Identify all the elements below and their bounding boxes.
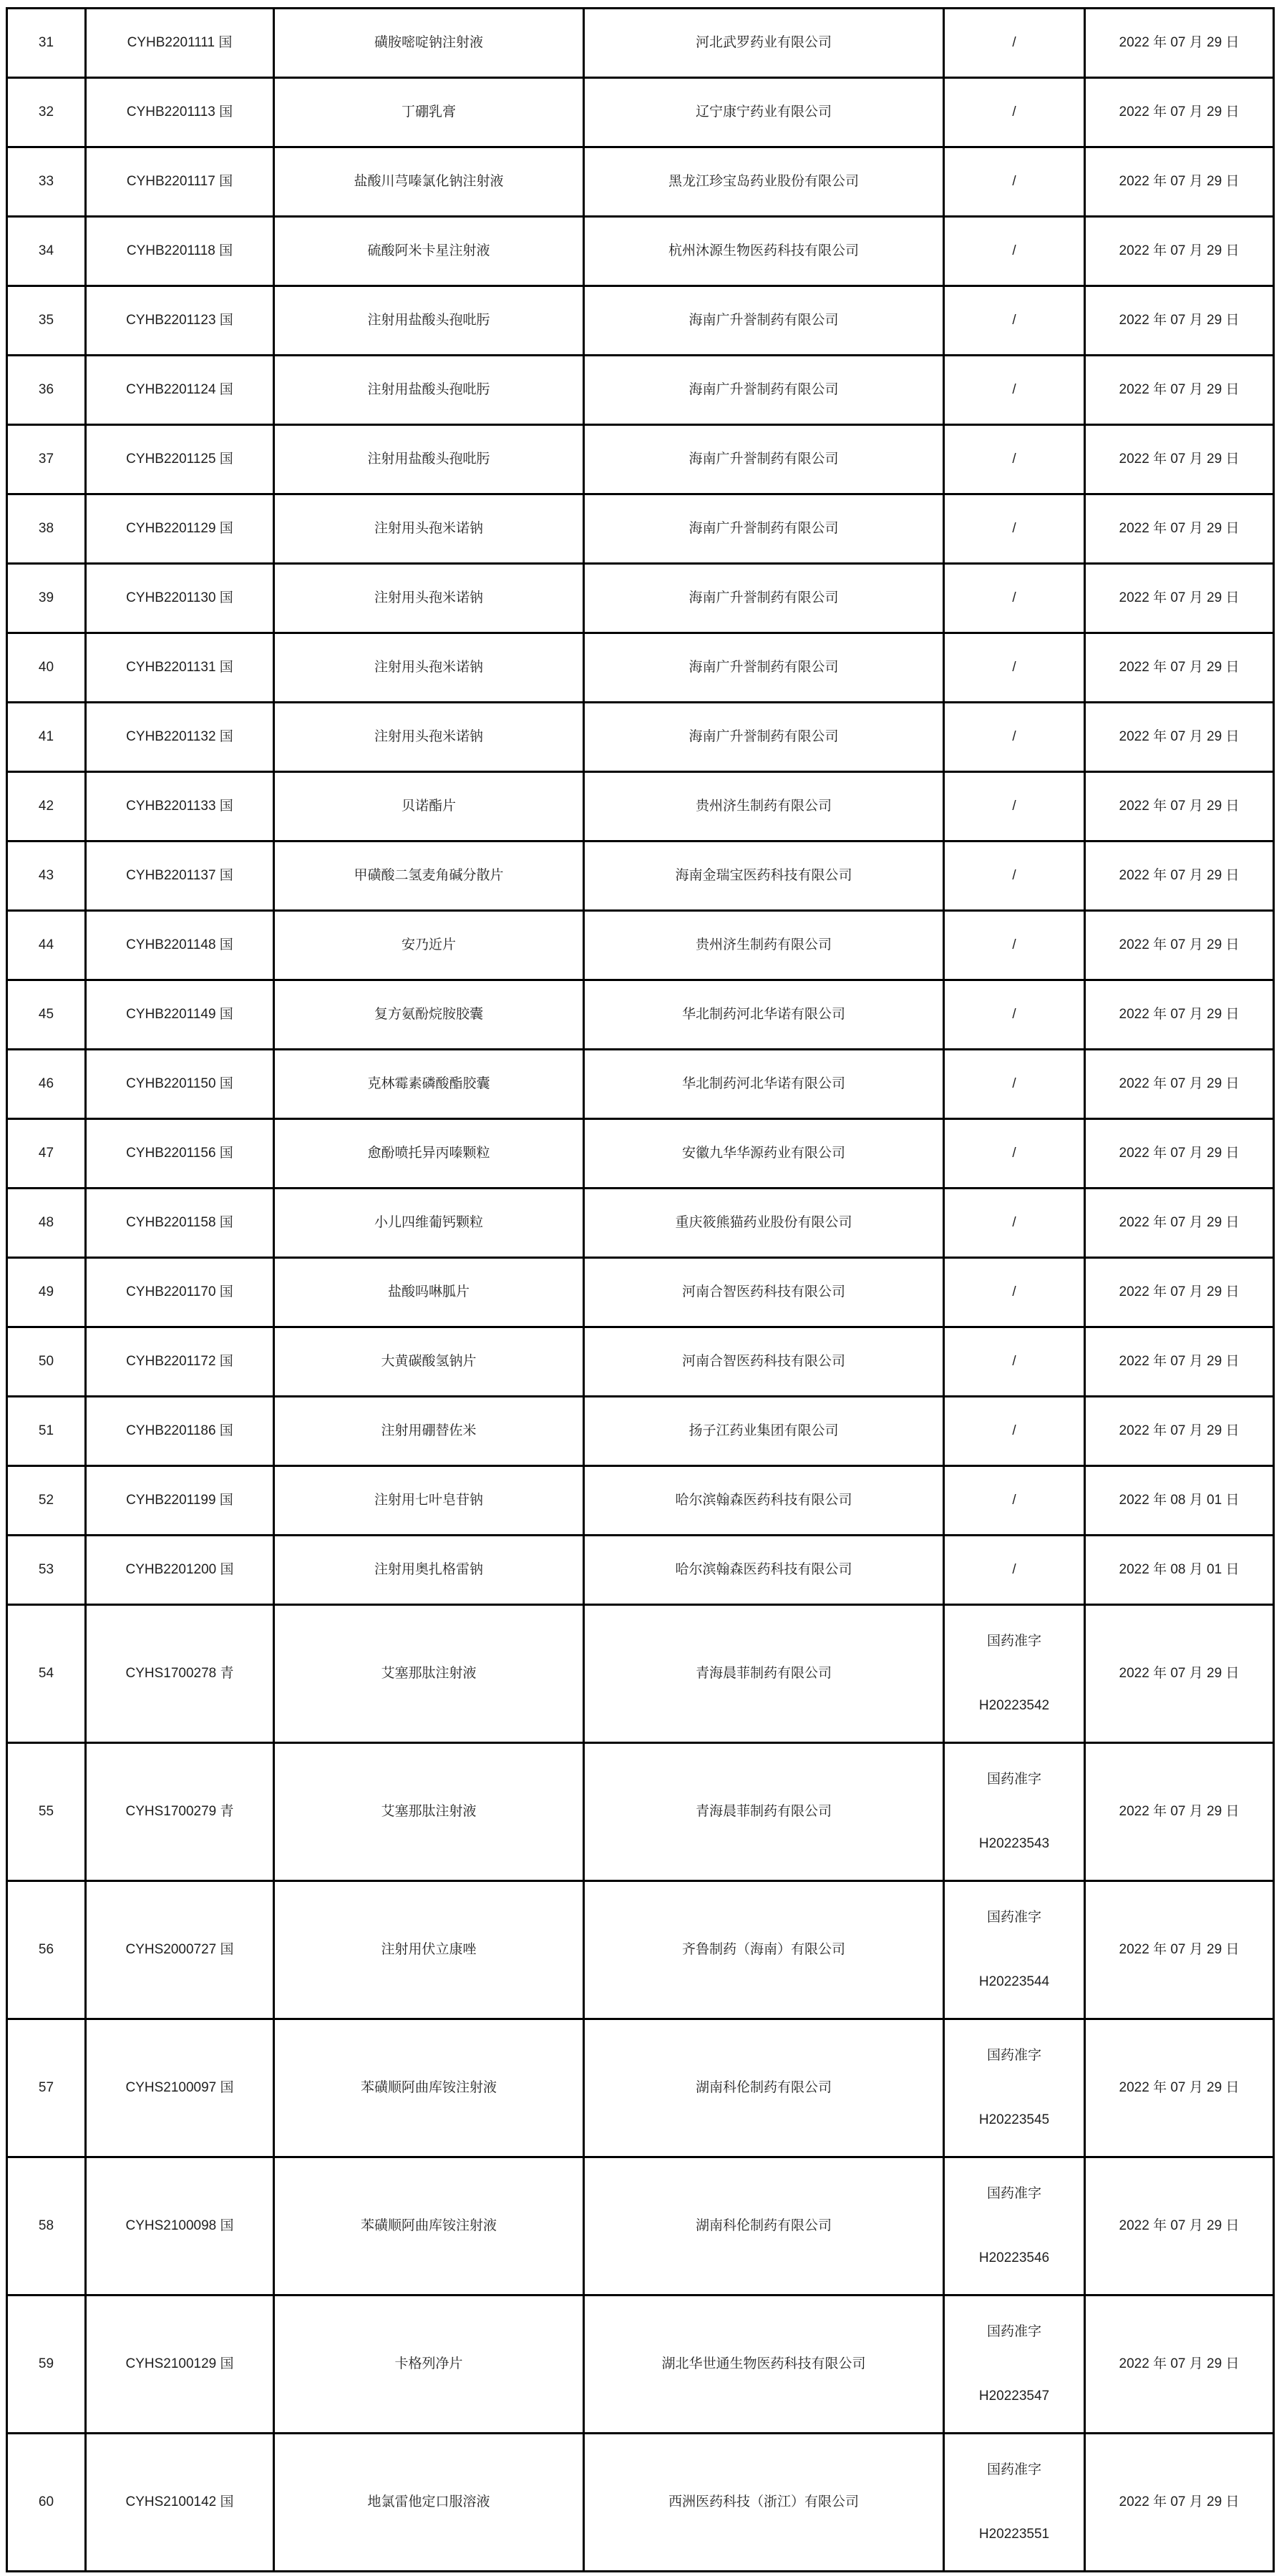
approval-no-line1: 国药准字: [986, 2324, 1041, 2340]
approval-no-line2: H20223546: [978, 2250, 1050, 2265]
approval-no-line1: /: [1012, 1007, 1016, 1023]
cell-drug-name: 注射用七叶皂苷钠: [274, 1466, 584, 1536]
cell-company: 黑龙江珍宝岛药业股份有限公司: [584, 147, 944, 217]
cell-acceptance-no: CYHS2000727 国: [86, 1881, 274, 2019]
cell-drug-name: 苯磺顺阿曲库铵注射液: [274, 2157, 584, 2296]
cell-approval-no: [944, 1397, 1085, 1466]
cell-acceptance-no: CYHB2201148 国: [86, 911, 274, 980]
cell-approval-date: 2022 年 08 月 01 日: [1085, 1536, 1274, 1605]
approval-no-line2: H20223551: [978, 2527, 1050, 2542]
cell-approval-no: [944, 772, 1085, 841]
cell-company: 海南金瑞宝医药科技有限公司: [584, 841, 944, 911]
cell-drug-name: 注射用盐酸头孢吡肟: [274, 356, 584, 425]
cell-acceptance-no: CYHB2201158 国: [86, 1189, 274, 1258]
cell-drug-name: 磺胺嘧啶钠注射液: [274, 9, 584, 78]
approval-no-line2: H20223547: [978, 2389, 1050, 2404]
cell-company: 西洲医药科技（浙江）有限公司: [584, 2434, 944, 2572]
cell-approval-date: 2022 年 07 月 29 日: [1085, 564, 1274, 633]
approval-no-line1: /: [1012, 868, 1016, 884]
approval-no-line1: 国药准字: [986, 1772, 1041, 1787]
cell-approval-date: 2022 年 07 月 29 日: [1085, 772, 1274, 841]
cell-drug-name: 注射用盐酸头孢吡肟: [274, 425, 584, 494]
cell-acceptance-no: CYHS2100097 国: [86, 2019, 274, 2157]
table-row: [7, 1743, 1274, 1881]
cell-acceptance-no: CYHB2201124 国: [86, 356, 274, 425]
cell-row-number: 49: [7, 1258, 86, 1327]
cell-acceptance-no: CYHB2201170 国: [86, 1258, 274, 1327]
approval-no-line1: /: [1012, 729, 1016, 745]
cell-row-number: 50: [7, 1327, 86, 1397]
cell-row-number: 35: [7, 286, 86, 356]
cell-acceptance-no: CYHS2100098 国: [86, 2157, 274, 2296]
table-row: [7, 633, 1274, 703]
table-row: [7, 1605, 1274, 1743]
cell-drug-name: 卡格列净片: [274, 2296, 584, 2434]
cell-company: 扬子江药业集团有限公司: [584, 1397, 944, 1466]
cell-approval-date: 2022 年 07 月 29 日: [1085, 147, 1274, 217]
cell-company: 海南广升誉制药有限公司: [584, 494, 944, 564]
cell-approval-date: 2022 年 07 月 29 日: [1085, 1119, 1274, 1189]
cell-approval-no: [944, 841, 1085, 911]
cell-company: 湖南科伦制药有限公司: [584, 2157, 944, 2296]
table-row: [7, 772, 1274, 841]
cell-drug-name: 注射用奥扎格雷钠: [274, 1536, 584, 1605]
cell-approval-no: [944, 2296, 1085, 2434]
table-row: [7, 217, 1274, 286]
cell-acceptance-no: CYHS2100129 国: [86, 2296, 274, 2434]
approval-no-line1: 国药准字: [986, 2048, 1041, 2064]
cell-approval-date: 2022 年 07 月 29 日: [1085, 217, 1274, 286]
cell-company: 贵州济生制药有限公司: [584, 772, 944, 841]
cell-approval-date: 2022 年 07 月 29 日: [1085, 841, 1274, 911]
cell-acceptance-no: CYHB2201132 国: [86, 703, 274, 772]
cell-company: 海南广升誉制药有限公司: [584, 703, 944, 772]
cell-drug-name: 贝诺酯片: [274, 772, 584, 841]
approval-no-line2: H20223545: [978, 2112, 1050, 2127]
cell-approval-date: 2022 年 07 月 29 日: [1085, 1743, 1274, 1881]
cell-company: 青海晨菲制药有限公司: [584, 1605, 944, 1743]
cell-company: 海南广升誉制药有限公司: [584, 356, 944, 425]
cell-company: 重庆筱熊猫药业股份有限公司: [584, 1189, 944, 1258]
approval-no-line2: H20223544: [978, 1974, 1050, 1989]
cell-acceptance-no: CYHB2201125 国: [86, 425, 274, 494]
table-row: [7, 564, 1274, 633]
cell-approval-date: 2022 年 08 月 01 日: [1085, 1466, 1274, 1536]
cell-approval-no: [944, 494, 1085, 564]
cell-company: 海南广升誉制药有限公司: [584, 425, 944, 494]
cell-company: 哈尔滨翰森医药科技有限公司: [584, 1536, 944, 1605]
table-row: [7, 1466, 1274, 1536]
cell-row-number: 55: [7, 1743, 86, 1881]
cell-approval-no: [944, 2019, 1085, 2157]
cell-company: 海南广升誉制药有限公司: [584, 564, 944, 633]
cell-drug-name: 甲磺酸二氢麦角碱分散片: [274, 841, 584, 911]
cell-company: 辽宁康宁药业有限公司: [584, 78, 944, 147]
cell-acceptance-no: CYHB2201118 国: [86, 217, 274, 286]
cell-approval-no: [944, 78, 1085, 147]
cell-drug-name: 小儿四维葡钙颗粒: [274, 1189, 584, 1258]
approval-no-line1: /: [1012, 1146, 1016, 1161]
approval-no-line1: /: [1012, 313, 1016, 328]
cell-company: 湖南科伦制药有限公司: [584, 2019, 944, 2157]
cell-approval-no: [944, 1189, 1085, 1258]
cell-drug-name: 艾塞那肽注射液: [274, 1605, 584, 1743]
cell-drug-name: 地氯雷他定口服溶液: [274, 2434, 584, 2572]
cell-acceptance-no: CYHB2201129 国: [86, 494, 274, 564]
cell-drug-name: 安乃近片: [274, 911, 584, 980]
cell-acceptance-no: CYHB2201200 国: [86, 1536, 274, 1605]
cell-approval-date: 2022 年 07 月 29 日: [1085, 1605, 1274, 1743]
table-row: [7, 286, 1274, 356]
cell-row-number: 40: [7, 633, 86, 703]
table-row: [7, 980, 1274, 1050]
cell-approval-no: [944, 911, 1085, 980]
cell-drug-name: 盐酸吗啉胍片: [274, 1258, 584, 1327]
cell-approval-no: [944, 286, 1085, 356]
table-row: [7, 1258, 1274, 1327]
cell-approval-no: [944, 2434, 1085, 2572]
cell-drug-name: 注射用头孢米诺钠: [274, 564, 584, 633]
approval-no-line1: /: [1012, 1215, 1016, 1231]
cell-row-number: 51: [7, 1397, 86, 1466]
cell-approval-no: [944, 147, 1085, 217]
approval-no-line1: /: [1012, 799, 1016, 814]
cell-company: 海南广升誉制药有限公司: [584, 633, 944, 703]
cell-row-number: 32: [7, 78, 86, 147]
cell-company: 杭州沐源生物医药科技有限公司: [584, 217, 944, 286]
cell-acceptance-no: CYHB2201117 国: [86, 147, 274, 217]
cell-drug-name: 注射用头孢米诺钠: [274, 633, 584, 703]
cell-approval-no: [944, 1258, 1085, 1327]
cell-approval-no: [944, 1119, 1085, 1189]
approval-no-line1: /: [1012, 243, 1016, 259]
cell-approval-date: 2022 年 07 月 29 日: [1085, 9, 1274, 78]
cell-company: 哈尔滨翰森医药科技有限公司: [584, 1466, 944, 1536]
cell-approval-date: 2022 年 07 月 29 日: [1085, 1258, 1274, 1327]
cell-approval-date: 2022 年 07 月 29 日: [1085, 633, 1274, 703]
cell-row-number: 47: [7, 1119, 86, 1189]
cell-drug-name: 注射用硼替佐米: [274, 1397, 584, 1466]
table-row: [7, 356, 1274, 425]
cell-company: 齐鲁制药（海南）有限公司: [584, 1881, 944, 2019]
cell-row-number: 56: [7, 1881, 86, 2019]
cell-acceptance-no: CYHB2201113 国: [86, 78, 274, 147]
approval-no-line1: /: [1012, 521, 1016, 537]
cell-approval-date: 2022 年 07 月 29 日: [1085, 1881, 1274, 2019]
cell-drug-name: 艾塞那肽注射液: [274, 1743, 584, 1881]
cell-approval-date: 2022 年 07 月 29 日: [1085, 78, 1274, 147]
cell-approval-no: [944, 1466, 1085, 1536]
cell-acceptance-no: CYHB2201186 国: [86, 1397, 274, 1466]
cell-drug-name: 克林霉素磷酸酯胶囊: [274, 1050, 584, 1119]
cell-approval-date: 2022 年 07 月 29 日: [1085, 286, 1274, 356]
cell-approval-date: 2022 年 07 月 29 日: [1085, 2157, 1274, 2296]
cell-company: 湖北华世通生物医药科技有限公司: [584, 2296, 944, 2434]
cell-approval-no: [944, 217, 1085, 286]
cell-row-number: 37: [7, 425, 86, 494]
cell-row-number: 41: [7, 703, 86, 772]
cell-approval-no: [944, 1881, 1085, 2019]
cell-row-number: 54: [7, 1605, 86, 1743]
cell-approval-no: [944, 1536, 1085, 1605]
table-row: [7, 1881, 1274, 2019]
table-body: [7, 9, 1274, 2572]
cell-approval-date: 2022 年 07 月 29 日: [1085, 1327, 1274, 1397]
cell-approval-no: [944, 703, 1085, 772]
approval-no-line1: /: [1012, 660, 1016, 675]
cell-company: 华北制药河北华诺有限公司: [584, 1050, 944, 1119]
approval-no-line1: 国药准字: [986, 2186, 1041, 2202]
cell-approval-date: 2022 年 07 月 29 日: [1085, 703, 1274, 772]
cell-row-number: 31: [7, 9, 86, 78]
cell-drug-name: 盐酸川芎嗪氯化钠注射液: [274, 147, 584, 217]
cell-row-number: 52: [7, 1466, 86, 1536]
approval-no-line1: /: [1012, 382, 1016, 398]
cell-company: 河南合智医药科技有限公司: [584, 1258, 944, 1327]
table-row: [7, 703, 1274, 772]
cell-approval-no: [944, 9, 1085, 78]
cell-row-number: 48: [7, 1189, 86, 1258]
table-row: [7, 2157, 1274, 2296]
cell-acceptance-no: CYHS1700279 青: [86, 1743, 274, 1881]
cell-row-number: 36: [7, 356, 86, 425]
cell-approval-no: [944, 2157, 1085, 2296]
approval-no-line1: /: [1012, 452, 1016, 467]
table-row: [7, 1189, 1274, 1258]
table-row: [7, 425, 1274, 494]
cell-approval-no: [944, 633, 1085, 703]
approval-no-line1: /: [1012, 1076, 1016, 1092]
approval-no-line1: /: [1012, 35, 1016, 51]
cell-row-number: 34: [7, 217, 86, 286]
cell-drug-name: 注射用头孢米诺钠: [274, 494, 584, 564]
table-row: [7, 1327, 1274, 1397]
table-row: [7, 1536, 1274, 1605]
cell-acceptance-no: CYHB2201133 国: [86, 772, 274, 841]
cell-approval-date: 2022 年 07 月 29 日: [1085, 2296, 1274, 2434]
cell-company: 贵州济生制药有限公司: [584, 911, 944, 980]
cell-approval-date: 2022 年 07 月 29 日: [1085, 1397, 1274, 1466]
cell-approval-no: [944, 1050, 1085, 1119]
table-row: [7, 841, 1274, 911]
cell-approval-no: [944, 564, 1085, 633]
cell-company: 河北武罗药业有限公司: [584, 9, 944, 78]
cell-company: 青海晨菲制药有限公司: [584, 1743, 944, 1881]
cell-approval-no: [944, 1327, 1085, 1397]
cell-acceptance-no: CYHB2201150 国: [86, 1050, 274, 1119]
cell-row-number: 42: [7, 772, 86, 841]
approval-no-line1: /: [1012, 174, 1016, 190]
table-row: [7, 1050, 1274, 1119]
approval-no-line1: /: [1012, 1354, 1016, 1370]
cell-row-number: 46: [7, 1050, 86, 1119]
table-row: [7, 2019, 1274, 2157]
approval-no-line1: 国药准字: [986, 2462, 1041, 2478]
table-row: [7, 1119, 1274, 1189]
cell-acceptance-no: CYHS1700278 青: [86, 1605, 274, 1743]
cell-approval-date: 2022 年 07 月 29 日: [1085, 1189, 1274, 1258]
cell-drug-name: 注射用伏立康唑: [274, 1881, 584, 2019]
cell-row-number: 59: [7, 2296, 86, 2434]
approval-no-line1: /: [1012, 1423, 1016, 1439]
cell-approval-no: [944, 356, 1085, 425]
cell-drug-name: 大黄碳酸氢钠片: [274, 1327, 584, 1397]
cell-company: 海南广升誉制药有限公司: [584, 286, 944, 356]
cell-acceptance-no: CYHB2201156 国: [86, 1119, 274, 1189]
cell-row-number: 60: [7, 2434, 86, 2572]
approval-no-line1: /: [1012, 104, 1016, 120]
cell-approval-date: 2022 年 07 月 29 日: [1085, 425, 1274, 494]
approval-no-line1: /: [1012, 590, 1016, 606]
cell-approval-date: 2022 年 07 月 29 日: [1085, 2019, 1274, 2157]
cell-approval-date: 2022 年 07 月 29 日: [1085, 494, 1274, 564]
cell-approval-no: [944, 1743, 1085, 1881]
cell-drug-name: 苯磺顺阿曲库铵注射液: [274, 2019, 584, 2157]
approval-no-line2: H20223543: [978, 1836, 1050, 1851]
cell-approval-no: [944, 1605, 1085, 1743]
cell-row-number: 38: [7, 494, 86, 564]
table-row: [7, 78, 1274, 147]
cell-acceptance-no: CYHB2201172 国: [86, 1327, 274, 1397]
table-row: [7, 9, 1274, 78]
table-row: [7, 911, 1274, 980]
cell-approval-date: 2022 年 07 月 29 日: [1085, 1050, 1274, 1119]
cell-approval-no: [944, 980, 1085, 1050]
table-row: [7, 2296, 1274, 2434]
table-row: [7, 147, 1274, 217]
cell-row-number: 58: [7, 2157, 86, 2296]
cell-approval-date: 2022 年 07 月 29 日: [1085, 356, 1274, 425]
approval-no-line1: 国药准字: [986, 1910, 1041, 1926]
approval-no-line2: H20223542: [978, 1698, 1050, 1713]
cell-acceptance-no: CYHB2201130 国: [86, 564, 274, 633]
approval-no-line1: /: [1012, 1284, 1016, 1300]
cell-drug-name: 丁硼乳膏: [274, 78, 584, 147]
cell-acceptance-no: CYHB2201123 国: [86, 286, 274, 356]
cell-drug-name: 硫酸阿米卡星注射液: [274, 217, 584, 286]
cell-row-number: 39: [7, 564, 86, 633]
cell-approval-date: 2022 年 07 月 29 日: [1085, 980, 1274, 1050]
approval-no-line1: 国药准字: [986, 1634, 1041, 1649]
approval-no-line1: /: [1012, 937, 1016, 953]
table-row: [7, 494, 1274, 564]
cell-drug-name: 注射用盐酸头孢吡肟: [274, 286, 584, 356]
cell-row-number: 33: [7, 147, 86, 217]
cell-company: 华北制药河北华诺有限公司: [584, 980, 944, 1050]
table-row: [7, 1397, 1274, 1466]
approval-no-line1: /: [1012, 1493, 1016, 1508]
cell-row-number: 53: [7, 1536, 86, 1605]
cell-approval-date: 2022 年 07 月 29 日: [1085, 911, 1274, 980]
cell-company: 河南合智医药科技有限公司: [584, 1327, 944, 1397]
cell-row-number: 44: [7, 911, 86, 980]
cell-row-number: 43: [7, 841, 86, 911]
cell-drug-name: 注射用头孢米诺钠: [274, 703, 584, 772]
approval-no-line1: /: [1012, 1562, 1016, 1578]
drug-approval-table: [6, 7, 1275, 2572]
cell-approval-no: [944, 425, 1085, 494]
cell-row-number: 57: [7, 2019, 86, 2157]
cell-company: 安徽九华华源药业有限公司: [584, 1119, 944, 1189]
cell-row-number: 45: [7, 980, 86, 1050]
cell-drug-name: 愈酚喷托异丙嗪颗粒: [274, 1119, 584, 1189]
cell-acceptance-no: CYHS2100142 国: [86, 2434, 274, 2572]
cell-drug-name: 复方氨酚烷胺胶囊: [274, 980, 584, 1050]
cell-acceptance-no: CYHB2201131 国: [86, 633, 274, 703]
cell-acceptance-no: CYHB2201111 国: [86, 9, 274, 78]
cell-approval-date: 2022 年 07 月 29 日: [1085, 2434, 1274, 2572]
table-row: [7, 2434, 1274, 2572]
cell-acceptance-no: CYHB2201137 国: [86, 841, 274, 911]
cell-acceptance-no: CYHB2201199 国: [86, 1466, 274, 1536]
cell-acceptance-no: CYHB2201149 国: [86, 980, 274, 1050]
